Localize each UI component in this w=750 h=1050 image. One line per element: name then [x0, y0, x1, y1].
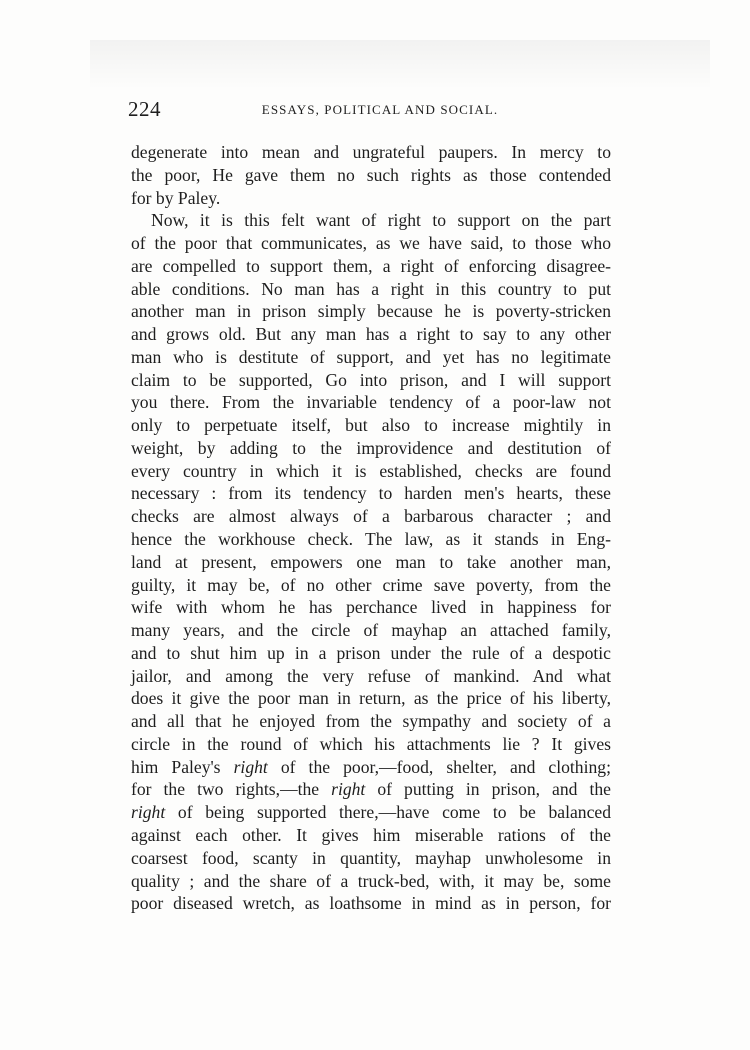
line-text: are compelled to support them, a right of enforcing disagree-	[131, 255, 611, 276]
body-text	[131, 141, 611, 915]
text-line	[131, 756, 611, 779]
italic-word: right	[331, 779, 366, 800]
line-text: able conditions. No man has a right in this country to put	[131, 278, 611, 299]
text-line	[131, 369, 611, 392]
line-text: degenerate into mean and ungrateful paupers. In mercy to	[131, 142, 611, 162]
line-text: jailor, and among the very refuse of mankind. And what	[131, 665, 611, 686]
text-line	[131, 300, 611, 323]
line-text: another man in prison simply because he is poverty-stricken	[131, 301, 611, 322]
line-text: and to shut him up in a prison under the rule of a despotic	[131, 642, 611, 663]
line-text: weight, by adding to the improvidence and destitution of	[131, 437, 611, 458]
text-line	[131, 528, 611, 551]
line-text: Now, it is this felt want of right to support on the part	[151, 210, 611, 231]
page-header	[128, 97, 612, 123]
text-line	[131, 687, 611, 710]
text-line	[131, 596, 611, 619]
text-line	[131, 255, 611, 278]
line-text: quality ; and the share of a truck-bed, with, it may be, some	[131, 870, 611, 891]
text-line	[131, 232, 611, 255]
line-text: for by Paley.	[131, 187, 221, 208]
text-line	[131, 414, 611, 437]
text-line	[131, 870, 611, 893]
text-line	[131, 209, 611, 232]
text-line	[131, 505, 611, 528]
text-line	[131, 141, 611, 164]
text-line	[131, 551, 611, 574]
text-line	[131, 482, 611, 505]
italic-word: right	[131, 802, 166, 823]
text-line	[131, 847, 611, 870]
line-text: guilty, it may be, of no other crime save poverty, from the	[131, 574, 611, 595]
italic-word: right	[233, 756, 268, 777]
text-line	[131, 187, 611, 210]
line-text: every country in which it is established, checks are found	[131, 460, 611, 481]
text-line	[131, 164, 611, 187]
line-text: man who is destitute of support, and yet has no legitimate	[131, 346, 611, 367]
scan-shadow	[90, 40, 710, 90]
running-head: ESSAYS, POLITICAL AND SOCIAL.	[261, 102, 499, 117]
text-line	[131, 665, 611, 688]
line-text: you there. From the invariable tendency of a poor-law not	[131, 392, 611, 413]
line-text: claim to be supported, Go into prison, and I will support	[131, 369, 611, 390]
line-text: and grows old. But any man has a right to say to any other	[131, 324, 611, 345]
line-text: necessary : from its tendency to harden men's hearts, these	[131, 483, 611, 504]
line-text: of the poor,—food, shelter, and clothing;	[267, 756, 611, 777]
text-line	[131, 574, 611, 597]
text-line	[131, 391, 611, 414]
line-text: coarsest food, scanty in quantity, mayhap unwholesome in	[131, 847, 611, 868]
text-line	[131, 801, 611, 824]
line-text: against each other. It gives him miserable rations of the	[131, 824, 611, 845]
text-line	[131, 710, 611, 733]
line-text: of putting in prison, and the	[365, 779, 611, 800]
text-line	[131, 460, 611, 483]
line-text: circle in the round of which his attachments lie ? It gives	[131, 733, 611, 754]
line-text: for the two rights,—the	[131, 779, 332, 800]
line-text: the poor, He gave them no such rights as those contended	[131, 164, 611, 185]
page-number: 224	[128, 97, 161, 121]
text-line	[131, 733, 611, 756]
line-text: does it give the poor man in return, as the price of his liberty,	[131, 688, 611, 709]
text-line	[131, 824, 611, 847]
text-line	[131, 437, 611, 460]
line-text: checks are almost always of a barbarous character ; and	[131, 506, 611, 527]
line-text: land at present, empowers one man to take another man,	[131, 551, 611, 572]
line-text: hence the workhouse check. The law, as it stands in Eng-	[131, 529, 611, 550]
text-line	[131, 323, 611, 346]
line-text: of being supported there,—have come to be balanced	[165, 802, 611, 823]
text-line	[131, 278, 611, 301]
line-text: wife with whom he has perchance lived in happiness for	[131, 597, 611, 618]
line-text: and all that he enjoyed from the sympathy and society of a	[131, 711, 611, 732]
text-line	[131, 778, 611, 801]
text-line	[131, 619, 611, 642]
text-line	[131, 346, 611, 369]
line-text: him Paley's	[131, 756, 234, 777]
text-line	[131, 892, 611, 915]
text-line	[131, 642, 611, 665]
line-text: only to perpetuate itself, but also to increase mightily in	[131, 415, 611, 436]
line-text: of the poor that communicates, as we have said, to those who	[131, 233, 611, 254]
line-text: many years, and the circle of mayhap an attached family,	[131, 620, 611, 641]
line-text: poor diseased wretch, as loathsome in mind as in person, for	[131, 893, 611, 914]
